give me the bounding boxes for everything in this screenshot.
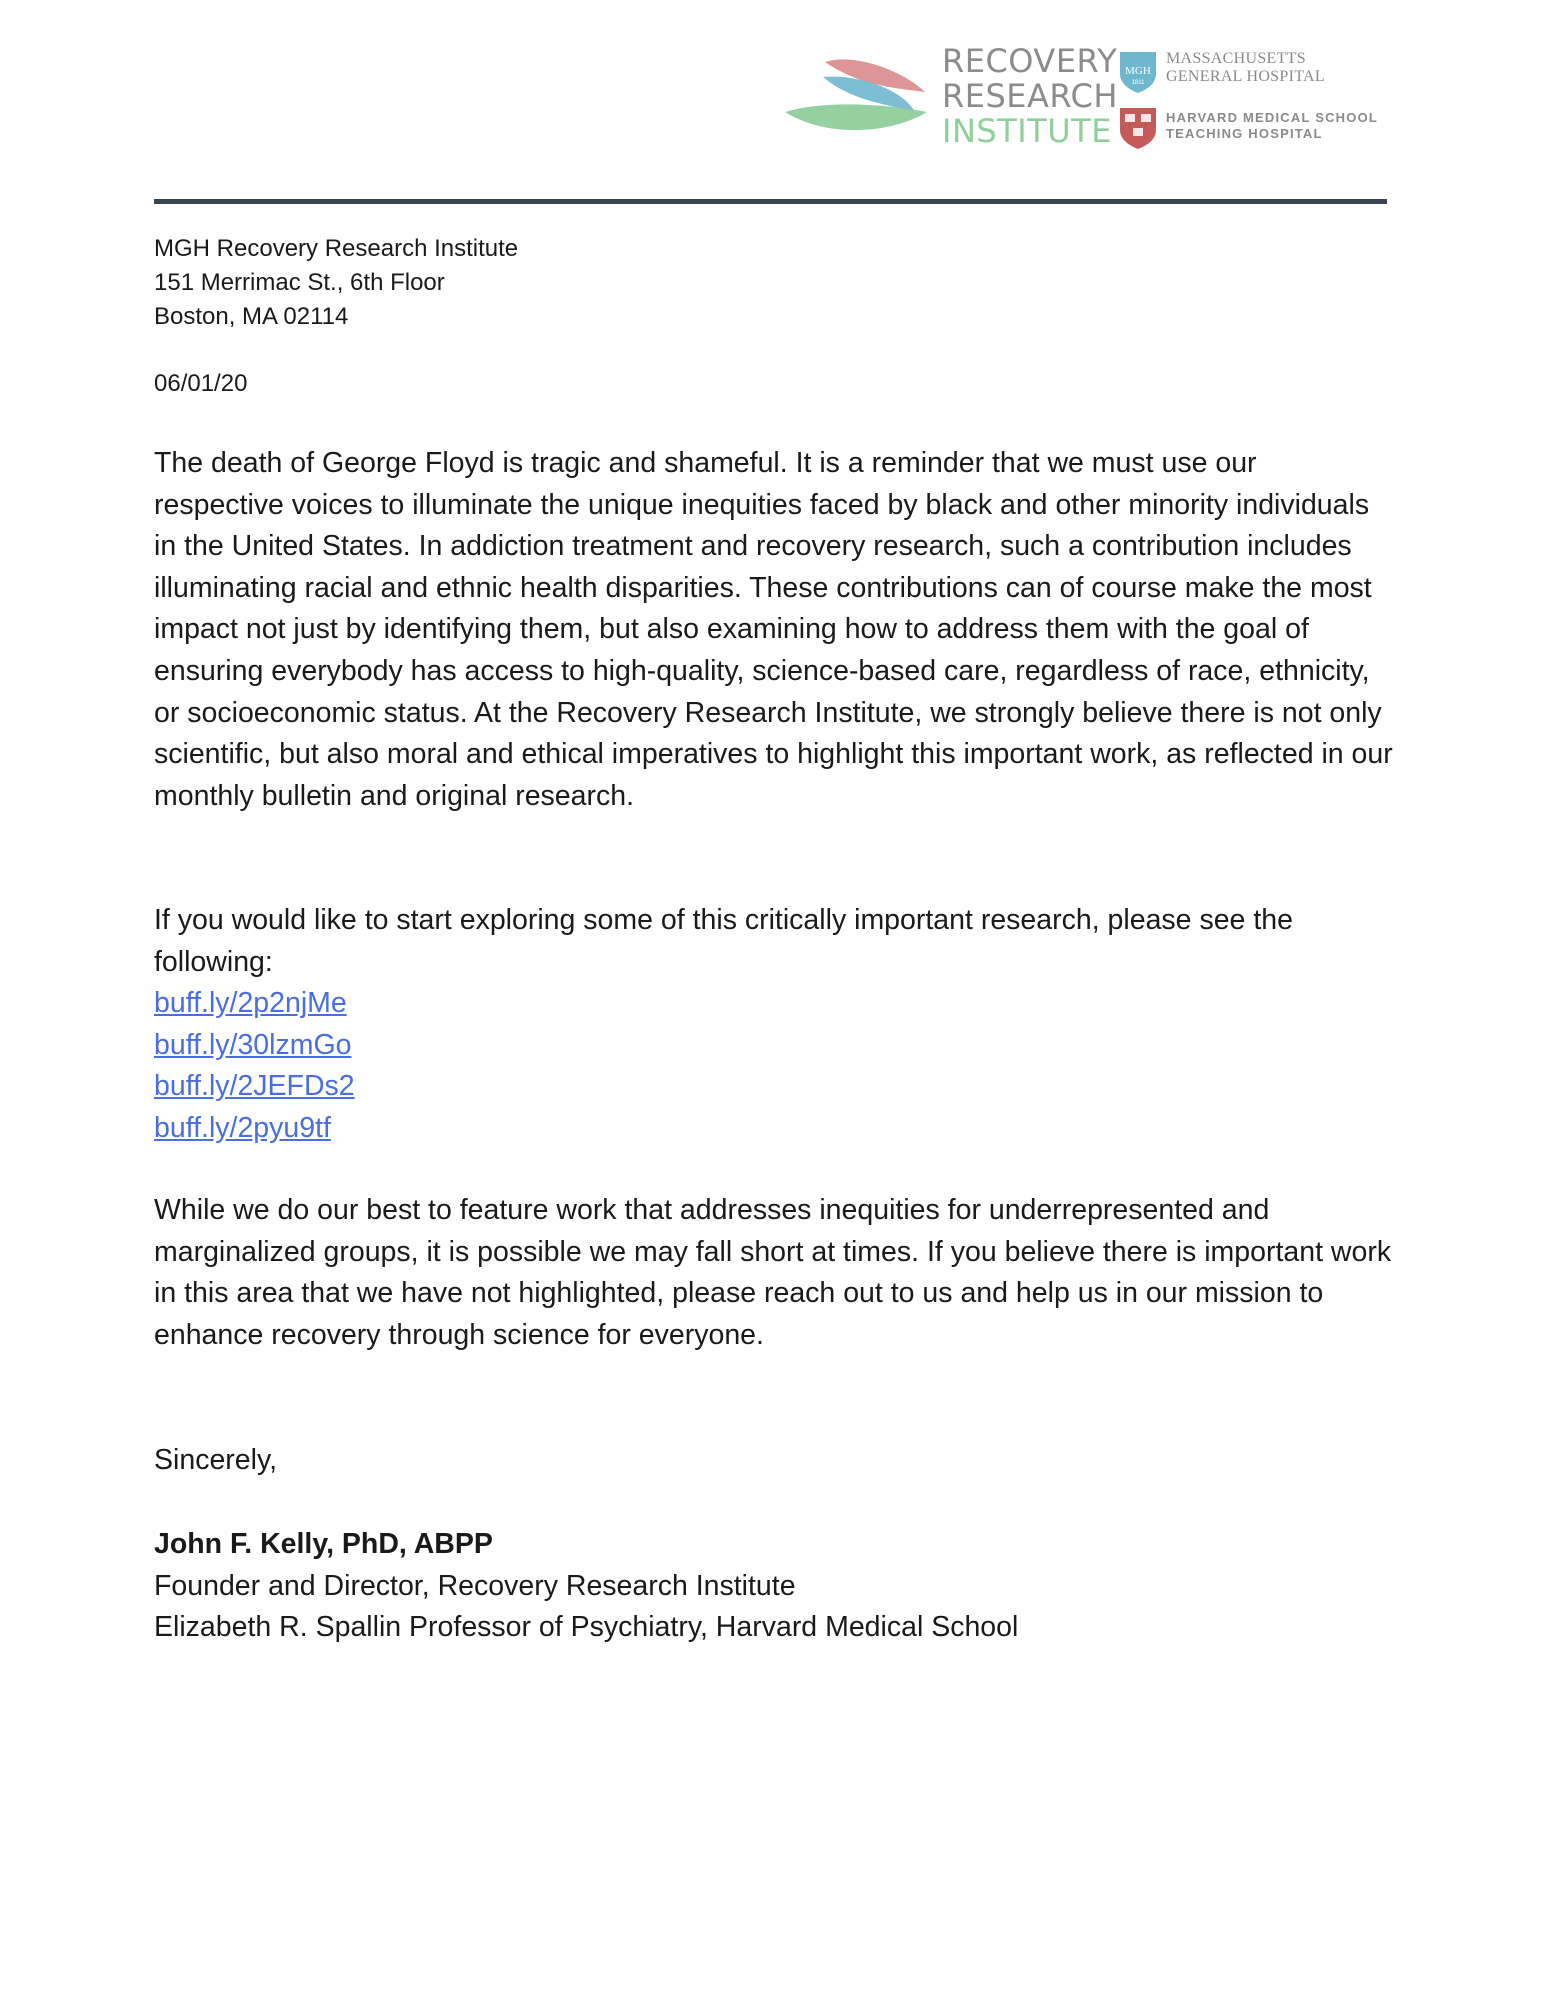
research-links-list [154, 983, 1394, 1149]
signatory-title-2: Elizabeth R. Spallin Professor of Psychiatry, Harvard Medical School [154, 1611, 1019, 1644]
signatory-name: John F. Kelly, PhD, ABPP [154, 1528, 493, 1560]
header-divider [154, 199, 1387, 204]
mgh-shield-year: 1811 [1131, 80, 1145, 86]
paragraph-2 [154, 900, 1394, 1150]
signature-block [154, 1524, 1018, 1649]
paragraph-3-text: While we do our best to feature work that addresses inequities for underrepresented and marginalized groups, it is possible we may fall short at times. If you believe there is important work in this area that we have not highlighted, please reach out to us and help us in our mission to enhance recovery through science for everyone. [154, 1194, 1392, 1351]
research-link-1[interactable]: buff.ly/2p2njMe [154, 987, 347, 1020]
harvard-shield-icon [1118, 106, 1158, 150]
signatory-title-1: Founder and Director, Recovery Research Institute [154, 1569, 796, 1602]
wordmark-line-research: RESEARCH [942, 77, 1118, 115]
paragraph-1-text: The death of George Floyd is tragic and shameful. It is a reminder that we must use our respective voices to illuminate the unique inequities faced by black and other minority individuals in the United States. In addiction treatment and recovery research, such a contribution includes illuminating racial and ethnic health disparities. These contributions can of course make the most impact not just by identifying them, but also examining how to address them with the goal of ensuring everybody has access to high-quality, science-based care, regardless of race, ethnicity, or socioeconomic status. At the Recovery Research Institute, we strongly believe there is not only scientific, but also moral and ethical imperatives to highlight this important work, as reflected in our monthly bulletin and original research. [154, 447, 1393, 812]
hms-logo [1118, 106, 1418, 154]
wordmark-line-institute: INSTITUTE [942, 112, 1112, 150]
link-item [154, 1025, 1394, 1067]
mgh-name-line2: GENERAL HOSPITAL [1166, 68, 1325, 85]
paragraph-1 [154, 443, 1394, 817]
closing-salutation: Sincerely, [154, 1444, 278, 1476]
mgh-shield-text: MGH [1125, 65, 1151, 77]
recovery-research-institute-wordmark [942, 44, 1118, 149]
research-link-3[interactable]: buff.ly/2JEFDs2 [154, 1070, 355, 1103]
link-item [154, 1066, 1394, 1108]
address-line-3: Boston, MA 02114 [154, 303, 349, 330]
hms-name-line1: HARVARD MEDICAL SCHOOL [1166, 110, 1379, 125]
wordmark-line-recovery: RECOVERY [942, 42, 1118, 80]
mgh-name-line1: MASSACHUSETTS [1166, 50, 1306, 67]
research-link-2[interactable]: buff.ly/30lzmGo [154, 1028, 352, 1061]
link-item [154, 1108, 1394, 1150]
paragraph-2-intro: If you would like to start exploring some of this critically important research, please see the following: [154, 904, 1293, 978]
address-line-1: MGH Recovery Research Institute [154, 235, 519, 262]
research-link-4[interactable]: buff.ly/2pyu9tf [154, 1111, 331, 1144]
address-line-2: 151 Merrimac St., 6th Floor [154, 269, 445, 296]
mgh-shield-icon [1118, 50, 1158, 94]
hms-name-line2: TEACHING HOSPITAL [1166, 126, 1323, 141]
recovery-research-institute-leaf-logo [785, 52, 935, 152]
sender-address [154, 232, 518, 334]
hms-name [1166, 110, 1378, 142]
letter-date: 06/01/20 [154, 370, 248, 397]
mgh-logo [1118, 50, 1418, 98]
link-item [154, 983, 1394, 1025]
letterhead [0, 0, 1545, 200]
mgh-name [1166, 50, 1325, 86]
paragraph-3 [154, 1190, 1394, 1356]
